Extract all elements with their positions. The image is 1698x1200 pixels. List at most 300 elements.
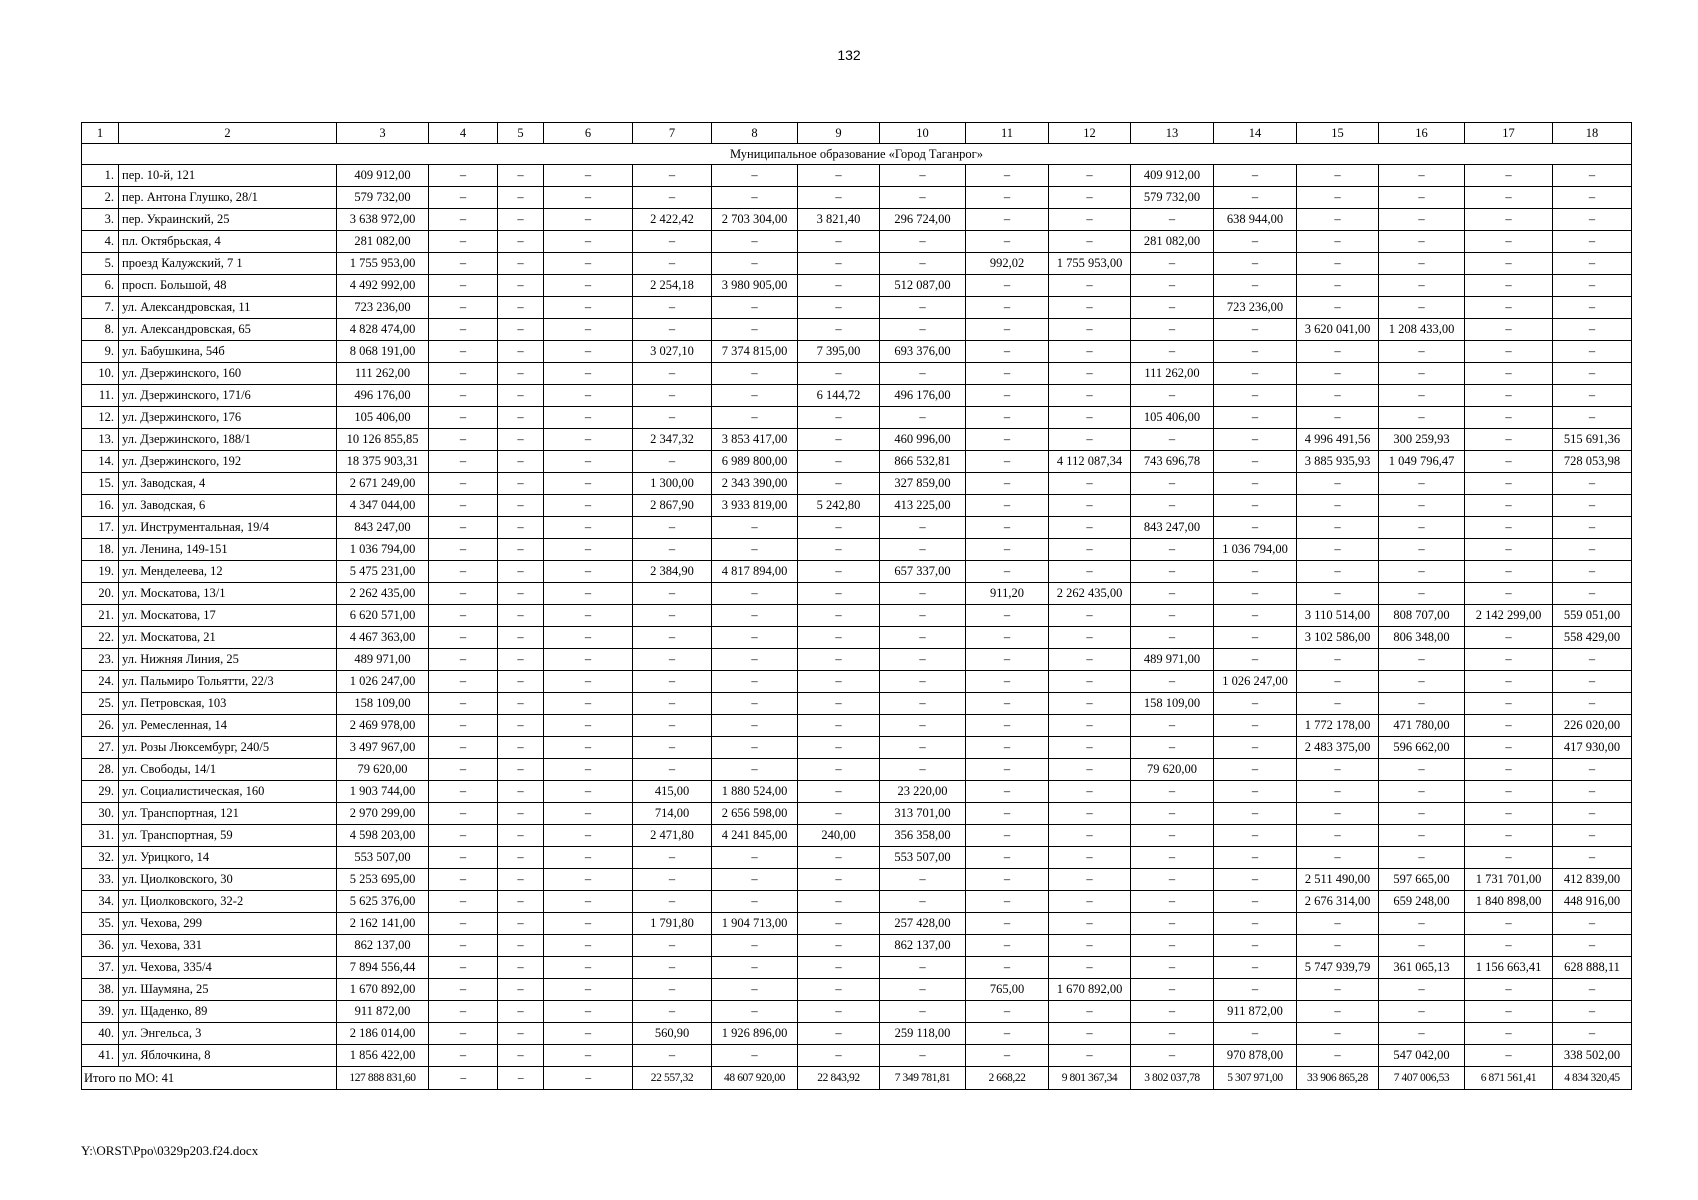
value-cell: –	[880, 517, 966, 539]
value-cell: –	[1049, 627, 1131, 649]
row-number-cell: 28.	[82, 759, 119, 781]
value-cell: –	[633, 759, 712, 781]
value-cell: 1 903 744,00	[337, 781, 429, 803]
section-row	[82, 144, 1632, 165]
value-cell: –	[712, 187, 798, 209]
value-cell: –	[498, 495, 544, 517]
value-cell: –	[429, 209, 498, 231]
value-cell: –	[544, 363, 633, 385]
value-cell: –	[1465, 1045, 1553, 1067]
address-cell: ул. Яблочкина, 8	[119, 1045, 337, 1067]
value-cell: –	[1297, 781, 1379, 803]
value-cell: –	[498, 561, 544, 583]
value-cell: –	[966, 1001, 1049, 1023]
value-cell: –	[1049, 319, 1131, 341]
value-cell: –	[1379, 847, 1465, 869]
value-cell: –	[429, 1001, 498, 1023]
value-cell: –	[1553, 803, 1632, 825]
value-cell: 417 930,00	[1553, 737, 1632, 759]
value-cell: –	[498, 759, 544, 781]
value-cell: –	[1214, 759, 1297, 781]
value-cell: –	[498, 319, 544, 341]
value-cell: –	[544, 803, 633, 825]
value-cell: –	[429, 165, 498, 187]
value-cell: –	[1465, 275, 1553, 297]
value-cell: –	[966, 957, 1049, 979]
row-number-cell: 39.	[82, 1001, 119, 1023]
value-cell: –	[1131, 1001, 1214, 1023]
value-cell: –	[1214, 451, 1297, 473]
value-cell: –	[633, 253, 712, 275]
value-cell: –	[498, 209, 544, 231]
value-cell: 8 068 191,00	[337, 341, 429, 363]
value-cell: –	[1214, 319, 1297, 341]
value-cell: –	[712, 1001, 798, 1023]
value-cell: –	[1214, 363, 1297, 385]
row-number-cell: 25.	[82, 693, 119, 715]
value-cell: –	[544, 605, 633, 627]
value-cell: 862 137,00	[880, 935, 966, 957]
value-cell: –	[633, 165, 712, 187]
value-cell: –	[498, 1023, 544, 1045]
value-cell: 10 126 855,85	[337, 429, 429, 451]
value-cell: –	[498, 583, 544, 605]
value-cell: –	[1049, 1045, 1131, 1067]
value-cell: 415,00	[633, 781, 712, 803]
value-cell: –	[880, 891, 966, 913]
value-cell: –	[1379, 473, 1465, 495]
value-cell: –	[712, 605, 798, 627]
value-cell: 460 996,00	[880, 429, 966, 451]
value-cell: –	[966, 275, 1049, 297]
value-cell: –	[966, 737, 1049, 759]
value-cell: –	[429, 187, 498, 209]
table-row	[82, 319, 1632, 341]
value-cell: –	[633, 1045, 712, 1067]
value-cell: –	[544, 385, 633, 407]
value-cell: –	[1297, 275, 1379, 297]
value-cell: –	[1465, 473, 1553, 495]
row-number-cell: 20.	[82, 583, 119, 605]
value-cell: –	[798, 627, 880, 649]
value-cell: –	[1465, 231, 1553, 253]
table-row	[82, 297, 1632, 319]
table-row	[82, 935, 1632, 957]
row-number-cell: 18.	[82, 539, 119, 561]
value-cell: –	[544, 693, 633, 715]
value-cell: –	[798, 847, 880, 869]
value-cell: –	[798, 803, 880, 825]
table-row	[82, 429, 1632, 451]
value-cell: –	[498, 913, 544, 935]
value-cell: 281 082,00	[1131, 231, 1214, 253]
value-cell: –	[1379, 913, 1465, 935]
value-cell: –	[633, 935, 712, 957]
column-number-header: 9	[798, 123, 880, 144]
value-cell: –	[966, 495, 1049, 517]
table-row	[82, 847, 1632, 869]
value-cell: –	[1553, 385, 1632, 407]
value-cell: –	[1379, 231, 1465, 253]
address-cell: ул. Шаумяна, 25	[119, 979, 337, 1001]
value-cell: –	[1049, 473, 1131, 495]
value-cell: –	[712, 627, 798, 649]
value-cell: 496 176,00	[337, 385, 429, 407]
address-cell: ул. Дзержинского, 171/6	[119, 385, 337, 407]
value-cell: –	[1214, 627, 1297, 649]
value-cell: –	[966, 847, 1049, 869]
total-value-cell: 7 349 781,81	[880, 1067, 966, 1090]
value-cell: 23 220,00	[880, 781, 966, 803]
value-cell: –	[798, 1001, 880, 1023]
value-cell: –	[1214, 649, 1297, 671]
value-cell: –	[966, 715, 1049, 737]
value-cell: 911,20	[966, 583, 1049, 605]
value-cell: –	[1131, 209, 1214, 231]
value-cell: –	[429, 781, 498, 803]
value-cell: –	[1297, 231, 1379, 253]
value-cell: –	[429, 803, 498, 825]
value-cell: –	[880, 363, 966, 385]
value-cell: 579 732,00	[1131, 187, 1214, 209]
value-cell: 597 665,00	[1379, 869, 1465, 891]
value-cell: –	[429, 539, 498, 561]
value-cell: –	[798, 451, 880, 473]
address-cell: пер. 10-й, 121	[119, 165, 337, 187]
address-cell: ул. Свободы, 14/1	[119, 759, 337, 781]
value-cell: –	[1379, 825, 1465, 847]
address-cell: ул. Урицкого, 14	[119, 847, 337, 869]
value-cell: –	[712, 385, 798, 407]
value-cell: –	[966, 473, 1049, 495]
value-cell: –	[712, 363, 798, 385]
value-cell: –	[1297, 1045, 1379, 1067]
table-row	[82, 803, 1632, 825]
value-cell: 1 156 663,41	[1465, 957, 1553, 979]
value-cell: –	[1214, 583, 1297, 605]
value-cell: –	[966, 385, 1049, 407]
value-cell: 327 859,00	[880, 473, 966, 495]
value-cell: 1 670 892,00	[1049, 979, 1131, 1001]
value-cell: –	[798, 165, 880, 187]
value-cell: –	[429, 979, 498, 1001]
value-cell: –	[1465, 451, 1553, 473]
value-cell: –	[1131, 825, 1214, 847]
value-cell: –	[498, 253, 544, 275]
value-cell: –	[498, 363, 544, 385]
value-cell: 6 620 571,00	[337, 605, 429, 627]
value-cell: –	[1049, 1023, 1131, 1045]
value-cell: –	[1297, 297, 1379, 319]
value-cell: –	[1214, 275, 1297, 297]
value-cell: 1 926 896,00	[712, 1023, 798, 1045]
value-cell: –	[544, 737, 633, 759]
total-value-cell: 22 843,92	[798, 1067, 880, 1090]
value-cell: –	[1214, 429, 1297, 451]
column-number-header: 3	[337, 123, 429, 144]
total-value-cell: 48 607 920,00	[712, 1067, 798, 1090]
table-row	[82, 825, 1632, 847]
table-row	[82, 385, 1632, 407]
value-cell: –	[498, 407, 544, 429]
value-cell: –	[880, 979, 966, 1001]
row-number-cell: 38.	[82, 979, 119, 1001]
table-row	[82, 253, 1632, 275]
row-number-cell: 33.	[82, 869, 119, 891]
value-cell: 2 343 390,00	[712, 473, 798, 495]
address-cell: ул. Нижняя Линия, 25	[119, 649, 337, 671]
address-cell: ул. Заводская, 4	[119, 473, 337, 495]
value-cell: –	[429, 737, 498, 759]
value-cell: –	[1214, 737, 1297, 759]
value-cell: –	[1465, 737, 1553, 759]
value-cell: –	[712, 891, 798, 913]
value-cell: –	[1214, 803, 1297, 825]
value-cell: 6 144,72	[798, 385, 880, 407]
value-cell: –	[1049, 957, 1131, 979]
row-number-cell: 30.	[82, 803, 119, 825]
value-cell: 2 676 314,00	[1297, 891, 1379, 913]
value-cell: –	[1297, 825, 1379, 847]
value-cell: –	[1297, 539, 1379, 561]
value-cell: –	[880, 1001, 966, 1023]
value-cell: –	[1379, 495, 1465, 517]
value-cell: –	[1131, 473, 1214, 495]
value-cell: –	[880, 671, 966, 693]
value-cell: –	[1131, 495, 1214, 517]
table-row	[82, 737, 1632, 759]
value-cell: –	[966, 451, 1049, 473]
value-cell: –	[966, 803, 1049, 825]
value-cell: –	[1131, 1023, 1214, 1045]
value-cell: 2 671 249,00	[337, 473, 429, 495]
table-row	[82, 539, 1632, 561]
table-row	[82, 275, 1632, 297]
value-cell: –	[1049, 671, 1131, 693]
value-cell: –	[1049, 781, 1131, 803]
value-cell: 226 020,00	[1553, 715, 1632, 737]
value-cell: –	[1131, 319, 1214, 341]
address-cell: ул. Александровская, 11	[119, 297, 337, 319]
value-cell: –	[1553, 539, 1632, 561]
value-cell: 4 996 491,56	[1297, 429, 1379, 451]
value-cell: –	[1465, 781, 1553, 803]
value-cell: 4 467 363,00	[337, 627, 429, 649]
value-cell: –	[1553, 231, 1632, 253]
address-cell: ул. Дзержинского, 192	[119, 451, 337, 473]
value-cell: –	[798, 759, 880, 781]
value-cell: –	[1049, 165, 1131, 187]
value-cell: –	[498, 693, 544, 715]
value-cell: –	[498, 737, 544, 759]
value-cell: –	[1214, 407, 1297, 429]
value-cell: –	[880, 869, 966, 891]
value-cell: –	[712, 165, 798, 187]
value-cell: –	[1553, 165, 1632, 187]
value-cell: –	[1465, 935, 1553, 957]
value-cell: –	[1465, 539, 1553, 561]
value-cell: –	[1379, 341, 1465, 363]
address-cell: ул. Транспортная, 59	[119, 825, 337, 847]
value-cell: –	[1214, 715, 1297, 737]
value-cell: –	[1297, 759, 1379, 781]
value-cell: –	[544, 275, 633, 297]
value-cell: –	[498, 627, 544, 649]
column-number-header: 7	[633, 123, 712, 144]
value-cell: –	[966, 1023, 1049, 1045]
value-cell: –	[1553, 209, 1632, 231]
value-cell: –	[880, 583, 966, 605]
value-cell: –	[712, 517, 798, 539]
value-cell: –	[429, 385, 498, 407]
value-cell: –	[544, 825, 633, 847]
value-cell: –	[1553, 517, 1632, 539]
value-cell: –	[1553, 275, 1632, 297]
row-number-cell: 22.	[82, 627, 119, 649]
value-cell: 1 856 422,00	[337, 1045, 429, 1067]
value-cell: –	[544, 517, 633, 539]
value-cell: –	[544, 209, 633, 231]
table-row	[82, 913, 1632, 935]
table-row	[82, 979, 1632, 1001]
value-cell: –	[1297, 363, 1379, 385]
value-cell: 296 724,00	[880, 209, 966, 231]
value-cell: –	[1553, 1001, 1632, 1023]
value-cell: –	[1553, 363, 1632, 385]
value-cell: –	[1131, 781, 1214, 803]
value-cell: –	[429, 715, 498, 737]
value-cell: 413 225,00	[880, 495, 966, 517]
value-cell: –	[1214, 847, 1297, 869]
value-cell: –	[498, 957, 544, 979]
value-cell: –	[1049, 649, 1131, 671]
value-cell: 866 532,81	[880, 451, 966, 473]
value-cell: –	[880, 649, 966, 671]
value-cell: –	[966, 671, 1049, 693]
value-cell: –	[544, 847, 633, 869]
value-cell: –	[1214, 957, 1297, 979]
value-cell: –	[712, 231, 798, 253]
value-cell: –	[1465, 517, 1553, 539]
row-number-cell: 1.	[82, 165, 119, 187]
value-cell: –	[1214, 1023, 1297, 1045]
table-row	[82, 341, 1632, 363]
value-cell: –	[544, 451, 633, 473]
value-cell: 281 082,00	[337, 231, 429, 253]
value-cell: –	[498, 473, 544, 495]
value-cell: –	[1297, 803, 1379, 825]
row-number-cell: 32.	[82, 847, 119, 869]
value-cell: –	[1379, 253, 1465, 275]
value-cell: –	[1297, 649, 1379, 671]
row-number-cell: 34.	[82, 891, 119, 913]
value-cell: 3 853 417,00	[712, 429, 798, 451]
value-cell: –	[1379, 297, 1465, 319]
value-cell: 6 989 800,00	[712, 451, 798, 473]
table-row	[82, 517, 1632, 539]
value-cell: –	[429, 495, 498, 517]
value-cell: –	[1465, 165, 1553, 187]
row-number-cell: 36.	[82, 935, 119, 957]
value-cell: –	[633, 451, 712, 473]
value-cell: –	[544, 583, 633, 605]
table-row	[82, 671, 1632, 693]
column-number-header: 12	[1049, 123, 1131, 144]
value-cell: –	[1379, 165, 1465, 187]
table-row	[82, 649, 1632, 671]
value-cell: –	[1131, 913, 1214, 935]
value-cell: –	[633, 517, 712, 539]
address-cell: ул. Дзержинского, 160	[119, 363, 337, 385]
value-cell: –	[498, 825, 544, 847]
value-cell: 4 817 894,00	[712, 561, 798, 583]
value-cell: –	[498, 605, 544, 627]
value-cell: –	[798, 957, 880, 979]
value-cell: 471 780,00	[1379, 715, 1465, 737]
value-cell: –	[798, 539, 880, 561]
value-cell: 409 912,00	[337, 165, 429, 187]
value-cell: –	[1049, 209, 1131, 231]
value-cell: –	[1049, 231, 1131, 253]
value-cell: –	[1214, 605, 1297, 627]
value-cell: –	[1049, 715, 1131, 737]
value-cell: –	[1214, 341, 1297, 363]
value-cell: 553 507,00	[337, 847, 429, 869]
value-cell: –	[429, 275, 498, 297]
total-value-cell: 33 906 865,28	[1297, 1067, 1379, 1090]
value-cell: –	[1379, 979, 1465, 1001]
table-row	[82, 627, 1632, 649]
value-cell: –	[1379, 561, 1465, 583]
value-cell: –	[1553, 187, 1632, 209]
value-cell: –	[498, 275, 544, 297]
address-cell: ул. Менделеева, 12	[119, 561, 337, 583]
value-cell: –	[1297, 913, 1379, 935]
value-cell: –	[1049, 407, 1131, 429]
value-cell: –	[1297, 187, 1379, 209]
value-cell: –	[1379, 385, 1465, 407]
address-cell: ул. Москатова, 21	[119, 627, 337, 649]
address-cell: ул. Чехова, 299	[119, 913, 337, 935]
value-cell: –	[1465, 561, 1553, 583]
value-cell: –	[1465, 913, 1553, 935]
table-row	[82, 363, 1632, 385]
value-cell: –	[966, 649, 1049, 671]
value-cell: –	[798, 187, 880, 209]
value-cell: 1 049 796,47	[1379, 451, 1465, 473]
data-table	[81, 122, 1632, 1090]
value-cell: –	[498, 451, 544, 473]
value-cell: –	[798, 737, 880, 759]
value-cell: –	[1297, 253, 1379, 275]
value-cell: –	[1465, 825, 1553, 847]
value-cell: –	[633, 297, 712, 319]
value-cell: –	[1131, 627, 1214, 649]
value-cell: –	[1465, 649, 1553, 671]
value-cell: 596 662,00	[1379, 737, 1465, 759]
value-cell: –	[1131, 1045, 1214, 1067]
value-cell: –	[966, 297, 1049, 319]
value-cell: 1 026 247,00	[337, 671, 429, 693]
value-cell: –	[712, 319, 798, 341]
value-cell: –	[1379, 517, 1465, 539]
value-cell: –	[1049, 825, 1131, 847]
value-cell: 1 755 953,00	[337, 253, 429, 275]
value-cell: –	[1297, 847, 1379, 869]
value-cell: –	[798, 473, 880, 495]
value-cell: –	[1297, 671, 1379, 693]
value-cell: 300 259,93	[1379, 429, 1465, 451]
